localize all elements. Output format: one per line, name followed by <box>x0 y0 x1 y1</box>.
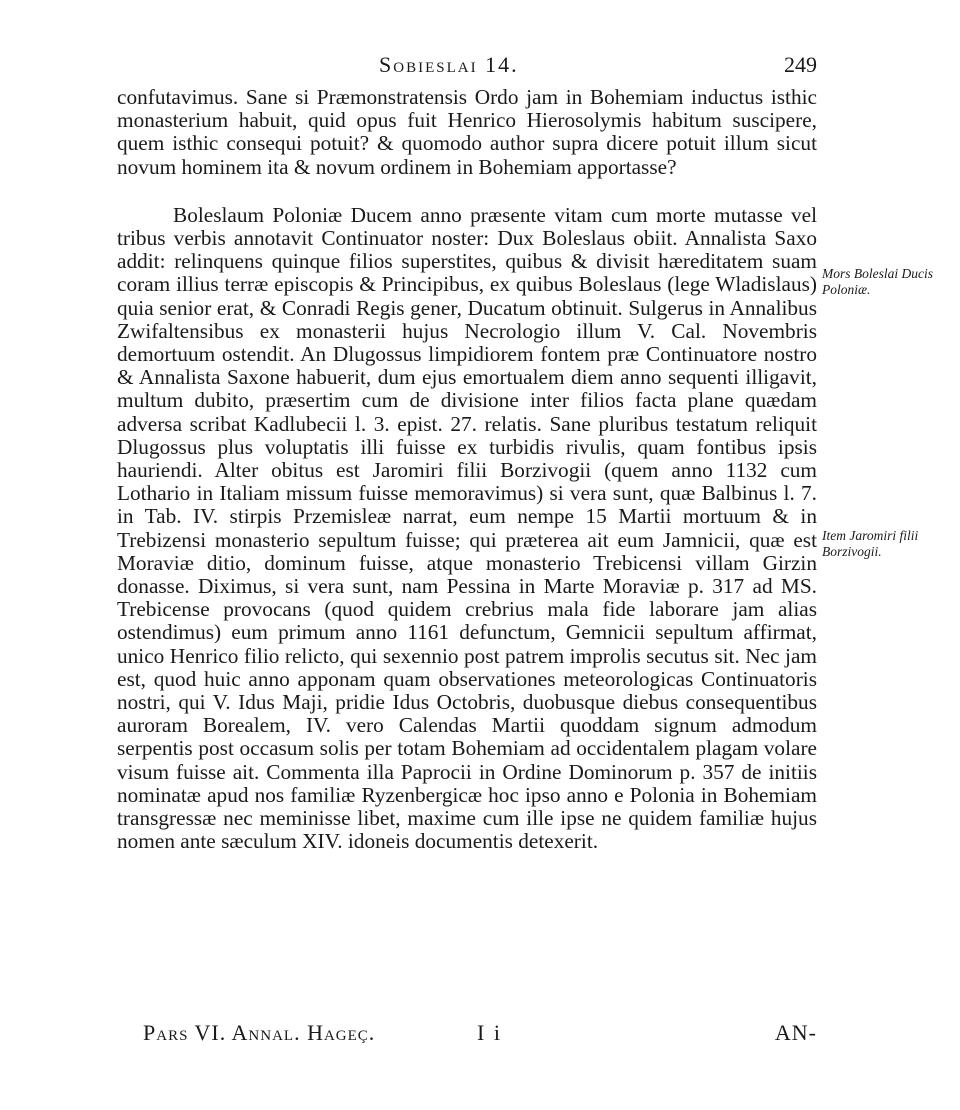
page-number: 249 <box>784 52 817 77</box>
page-header <box>117 52 817 82</box>
text-column <box>117 86 817 854</box>
running-title: Sobieslai 14. <box>379 52 519 77</box>
paragraph-2: Boleslaum Poloniæ Ducem anno præsente vitam cum morte mutasse vel tribus verbis annotavit Continuator noster: Dux Boleslaus obiit. Annalista Saxo addit: relinquens quinque filios superstites, quibus & divisit hæreditatem suam coram illius terræ episcopis & Principibus, ex quibus Boleslaus (lege Wladislaus) quia senior erat, & Conradi Regis gener, Ducatum obtinuit. Sulgerus in Annalibus Zwifaltensibus ex monasterii hujus Necrologio illum V. Cal. Novembris demortuum ostendit. An Dlugossus limpidiorem fontem præ Continuatore nostro & Annalista Saxone habuerit, dum ejus emortualem diem anno sequenti illigavit, multum dubito, præsertim cum de divisione inter filios facta plane quædam adversa scribat Kadlubecii l. 3. epist. 27. relatis. Sane pluribus testatum reliquit Dlugossus plus voluptatis illi fuisse ex turbidis rivulis, quam fontibus ipsis hauriendi. Alter obitus est Jaromiri filii Borzivogii (quem anno 1132 cum Lothario in Italiam missum fuisse memoravimus) si vera sunt, quæ Balbinus l. 7. in Tab. IV. stirpis Przemisleæ narrat, eum nempe 15 Martii mortuum & in Trebizensi monasterio sepultum fuisse; qui præterea ait eum Jamnicii, quæ est Moraviæ ditio, dominum fuisse, atque monasterio Trebicensi villam Girzin donasse. Diximus, si vera sunt, nam Pessina in Marte Moraviæ p. 317 ad MS. Trebicense provocans (quod quidem crebrius mala fide laborare jam alias ostendimus) eum primum anno 1161 defunctum, Gemnicii sepultum affirmat, unico Henrico filio relicto, qui sexennio post patrem improlis secutus sit. Nec jam est, quod huic anno apponam quam observationes meteorologicas Continuatoris nostri, qui V. Idus Maji, pridie Idus Octobris, duobusque diebus consequentibus auroram Borealem, IV. vero Calendas Martii quoddam signum admodum serpentis post occasum solis per totam Bohemiam ad occidentalem plagam volare visum fuisse ait. Commenta illa Paprocii in Ordine Dominorum p. 357 de initiis nominatæ apud nos familiæ Ryzenbergicæ hoc ipso anno e Polonia in Bohemiam transgressæ nec meminisse libet, maxime cum ille ipse ne quidem familiæ hujus nomen ante sæculum XIV. idoneis documentis detexerit. <box>117 202 817 854</box>
signature-mark: I i <box>477 1020 502 1045</box>
marginal-note-2: Item Jaromiri filii Borzivogii. <box>822 528 919 559</box>
catchword: AN- <box>774 1020 817 1045</box>
footer-signature-title: Pars VI. Annal. Hageç. <box>143 1020 376 1045</box>
paragraph-1: confutavimus. Sane si Præmonstratensis Ordo jam in Bohemiam inductus isthic monasterium habuit, quid opus fuit Henrico Hierosolymis habitum suscipere, quem isthic consequi potuit? & quomodo author supra dicere potuit illum sicut novum hominem ita & novum ordinem in Bohemiam apportasse? <box>117 85 817 179</box>
page-footer <box>117 1020 817 1050</box>
marginal-note-1: Mors Boleslai Ducis Poloniæ. <box>822 266 933 297</box>
